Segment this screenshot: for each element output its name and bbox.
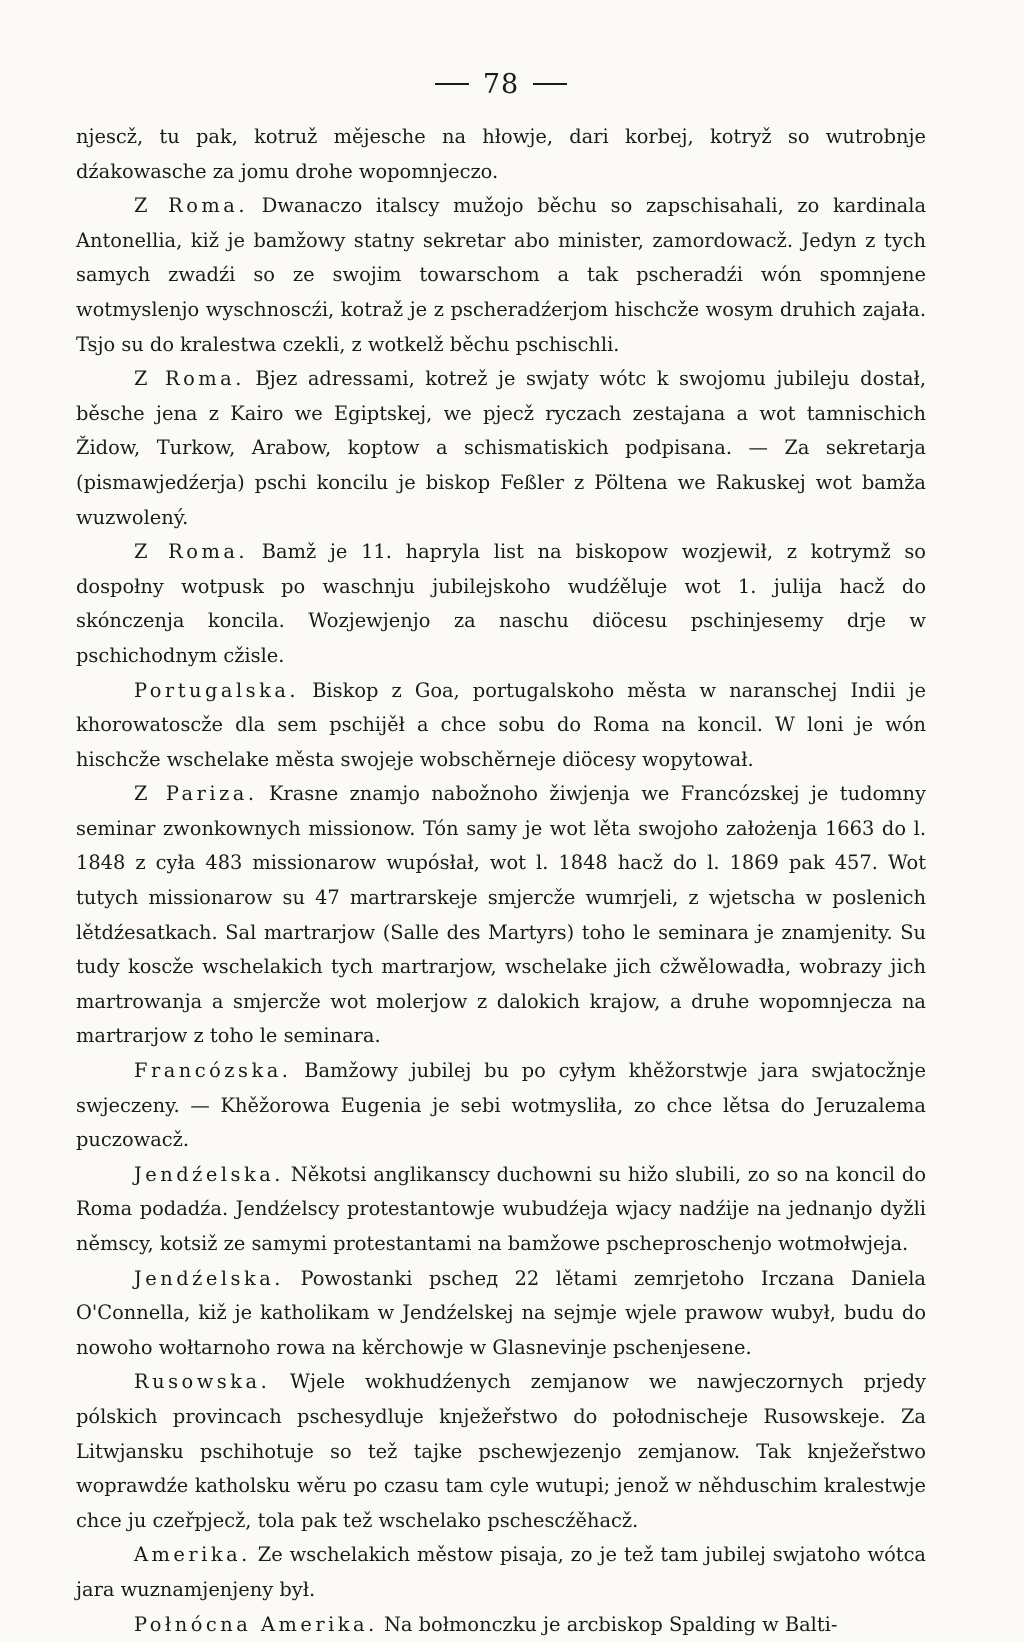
paragraph-text: Na bołmonczku je arcbiskop Spalding w Balti-: [383, 1612, 838, 1636]
paragraph-lead: Jendźelska.: [134, 1266, 284, 1290]
paragraph-lead: Połnócna Amerika.: [134, 1612, 378, 1636]
page-header: [76, 62, 926, 106]
paragraph-lead: Rusowska.: [134, 1370, 271, 1394]
paragraph-text: Někotsi anglikanscy duchowni su hižo slubili, zo so na koncil do Roma podadźa. Jendźelscy protestantowje wubudźeja wjacy nadźije na jednanjo dyžli němscy, kotsiž ze samymi protestantami na bamžowe pscheproschenjo wotmołwjeja.: [76, 1162, 926, 1255]
paragraph-lead: Amerika.: [134, 1543, 251, 1567]
paragraph-text: Powostanki pscheд 22 lětami zemrjetoho Irczana Daniela O'Connella, kiž je katholikam w Jendźelskej na sejmje wjele prawow wubył, budu do nowoho wołtarnoho rowa na kěrchowje w Glasnevinje pschenjesene.: [76, 1266, 926, 1359]
header-dash-left: [435, 83, 469, 85]
header-dash-right: [533, 83, 567, 85]
paragraph-text: Krasne znamjo nabožnoho žiwjenja we Francózskej je tudomny seminar zwonkownych missionow. Tón samy je wot lěta swojoho założenja 1663 do l. 1848 z cyła 483 missionarow wupósłał, wot l. 1848 hacž do l. 1869 pak 457. Wot tutych missionarow su 47 martrarskeje smjercže wumrjeli, z wjetscha w poslenich lětdźesatkach. Sal martrarjow (Salle des Martyrs) toho le seminara je znamjenity. Su tudy koscže wschelakich tych martrarjow, wschelake jich cžwělowadła, wobrazy jich martrowanja a smjercže wot molerjow z dalokich krajow, a druhe wopomnjecza na martrarjow z toho le seminara.: [76, 782, 926, 1048]
paragraph-text: Bjez adressami, kotrež je swjaty wótc k swojomu jubileju dostał, běsche jena z Kairo we Egiptskej, we pjecž ryczach zestajana a wot tamnischich Židow, Turkow, Arabow, koptow a schismatiskich podpisana. — Za sekretarja (pismawjedźerja) pschi koncilu je biskop Feßler z Pöltena we Rakuskej wot bamža wuzwolený.: [76, 367, 926, 529]
paragraph-jendzelska-2: [76, 1262, 926, 1366]
paragraph-text: Bamž je 11. hapryla list na biskopow wozjewił, z kotrymž so dospołny wotpusk po waschnju jubilejskoho wudźěluje wot 1. julija hacž do skónczenja koncila. Wozjewjenjo za naschu diöcesu pschinjesemy drje w pschichodnym cžisle.: [76, 540, 926, 667]
paragraph-lead: Z Pariza.: [134, 782, 258, 806]
paragraph-polnocna-amerika: [76, 1608, 926, 1642]
page-number: 78: [482, 68, 520, 100]
paragraph-roma-2: [76, 362, 926, 535]
paragraph-amerika: [76, 1538, 926, 1607]
paragraph-rusowska: [76, 1365, 926, 1538]
article-body: [76, 120, 926, 1642]
paragraph-lead: Z Roma.: [134, 194, 249, 218]
paragraph-text: Biskop z Goa, portugalskoho města w naranschej Indii je khorowatoscže dla sem pschijěł a chce sobu do Roma na koncil. W loni je wón hischcže wschelake města swojeje wobschěrneje diöcesy wopytował.: [76, 678, 926, 771]
paragraph-continuation: [76, 120, 926, 189]
paragraph-text: Bamžowy jubilej bu po cyłym khěžorstwje jara swjatocžnje swjeczeny. — Khěžorowa Eugenia je sebi wotmysliła, zo chce lětsa do Jeruzalema puczowacž.: [76, 1059, 926, 1152]
paragraph-text: njescž, tu pak, kotruž mějesche na hłowje, dari korbej, kotryž so wutrobnje dźakowasche za jomu drohe wopomnjeczo.: [76, 125, 926, 183]
paragraph-francozska: [76, 1054, 926, 1158]
paragraph-lead: Jendźelska.: [134, 1162, 284, 1186]
paragraph-pariza: [76, 777, 926, 1054]
paragraph-text: Ze wschelakich městow pisaja, zo je tež tam jubilej swjatoho wótca jara wuznamjenjeny był.: [76, 1543, 926, 1601]
paragraph-text: Wjele wokhudźenych zemjanow we nawjeczornych prjedy pólskich provincach pschesydluje knježeřstwo do połodnischeje Rusowskeje. Za Litwjansku pschihotuje so tež tajke pschewjezenjo zemjanow. Tak knježeřstwo woprawdźe katholsku wěru po czasu tam cyle wutupi; jenož w něhduschim kralestwje chce ju czeřpjecž, tola pak tež wschelako pschescźěhacž.: [76, 1370, 926, 1532]
paragraph-lead: Z Roma.: [134, 540, 249, 564]
paragraph-lead: Francózska.: [134, 1059, 292, 1083]
paragraph-roma-3: [76, 535, 926, 673]
paragraph-lead: Z Roma.: [134, 367, 245, 391]
paragraph-text: Dwanaczo italscy mužojo běchu so zapschisahali, zo kardinala Antonellia, kiž je bamžowy statny sekretar abo minister, zamordowacž. Jedyn z tych samych zwadźi so ze swojim towarschom a tak pscheradźi wón spomnjene wotmyslenjo wyschnoscźi, kotraž je z pscheradźerjom hischcže wosym druhich zajała. Tsjo su do kralestwa czekli, z wotkelž běchu pschischli.: [76, 194, 927, 356]
paragraph-lead: Portugalska.: [134, 678, 300, 702]
paragraph-jendzelska-1: [76, 1158, 926, 1262]
paragraph-roma-1: [76, 189, 926, 362]
paragraph-portugalska: [76, 674, 926, 778]
